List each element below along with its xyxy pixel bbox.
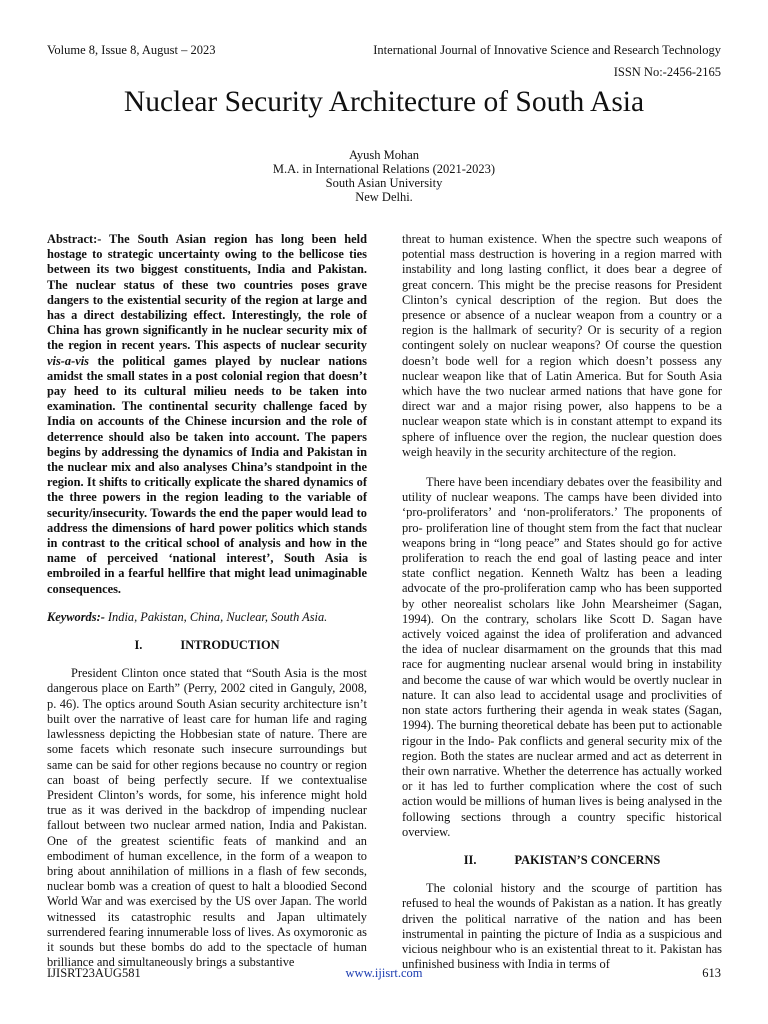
author-name: Ayush Mohan [348,148,420,162]
section-title: INTRODUCTION [180,638,280,653]
left-column [47,232,367,970]
intro-paragraph: President Clinton once stated that “South Asia is the most dangerous place on Earth” (Perry, 2002 cited in Ganguly, 2008, p. 46). The optics around South Asian security architecture isn’t built over the narrative of least care for human life and raging lawlessness depicting the Hobbesian state of nature. There are some facets which resonate such insecure surroundings but same can be said for other regions because no country or region can boast of being perfectly secure. If we contextualise President Clinton’s words, for some, his inference might hold true as it was derived in the backdrop of impending nuclear fallout between two nuclear armed nation, India and Pakistan. One of the greatest scientific feats of mankind and an embodiment of human excellence, in the form of a weapon to bring about annihilation of millions in a flash of few seconds, nuclear bomb was a creation of quest to halt a bloodied Second World War and was exercised by the US over Japan. The world witnessed its catastrophic results and Japan ultimately surrendered fearing innumerable loss of lives. As oxymoronic as it sounds but these bombs do add to the spectacle of human brilliance and simultaneously brings a substantive [47,666,367,970]
keywords-text: India, Pakistan, China, Nuclear, South Asia. [104,609,328,624]
debate-paragraph: There have been incendiary debates over the feasibility and utility of nuclear weapons. The camps have been divided into ‘pro-proliferators’ and ‘non-proliferators.’ The proponents of pro- proliferation line of thought stem from the fact that nuclear weapons bring in “long peace” and States should go for active proliferation to reach the end goal of lasting peace and inter state conflict negation. Kenneth Waltz has been a leading advocate of the pro-proliferation camp who has been supported by other neorealist scholars like John Mearsheimer (Sagan, 1994). On the contrary, scholars like Scott D. Sagan have actively voiced against the idea of proliferation and advanced the idea of nuclear disarmament on the grounds that this mad race for augmenting nuclear arsenal would bring in instability and become the cause of war which would be overtly nuclear in nature. It can also lead to accidental usage and proclivities of non state actors furthering their agenda in weak states (Sagan, 1994). The burning theoretical debate has been put to actionable rigour in the Indo- Pak conflicts and general security mix of the region. Both the states are nuclear armed and act as deterrent in their own narrative. Whether the deterrence has actually worked or it has led to further complication where the cost of such action would be millions of human lives is being analysed in the following sections through a country specific historical overview. [402,475,722,839]
author-block [0,148,768,204]
keywords-label: Keywords:- [47,609,105,624]
author-city: New Delhi. [355,190,413,204]
keywords [47,610,367,625]
section-heading-introduction [47,638,367,653]
journal-url [0,966,768,981]
abstract-italic: vis-a-vis [47,353,89,368]
section-number: II. [463,852,477,867]
page-number: 613 [702,966,721,980]
author-university: South Asian University [325,176,443,190]
abstract-text-1: Abstract:- The South Asian region has long been held hostage to strategic uncertainty owing to the bellicose ties between its two biggest constituents, India and Pakistan. The nuclear status of these two countries poses grave dangers to the existential security of the region at large and has a direct destabilizing effect. Interestingly, the role of China has grown significantly in he nuclear security mix of the region in recent years. This aspects of nuclear security [47,232,367,353]
intro-paragraph-continued: threat to human existence. When the spectre such weapons of potential mass destruction is hovering in a region marred with instability and long lasting conflict, it does bear a degree of great concern. This might be the precise reasons for President Clinton’s cynical description of the region. But does the presence or absence of a nuclear weapon from a country or a region is the hallmark of security? Or is security of a region contingent solely on nuclear weapons? Of course the question doesn’t bode well for a region which doesn’t possess any nuclear weapon like that of Latin America. But for South Asia which have the two nuclear armed nations that have gone for direct war and a major rising power, also happens to be a nuclear weapon state which is in constant attempt to expand its sphere of influence over the region, the nuclear question does weigh heavily in the security architecture of the region. [402,232,722,459]
section-heading-pakistan [402,853,722,868]
author-degree: M.A. in International Relations (2021-2023) [272,162,496,176]
abstract [47,232,367,597]
paper-title: Nuclear Security Architecture of South Asia [123,86,645,118]
section-number: I. [134,638,143,653]
section-title: PAKISTAN’S CONCERNS [514,852,661,867]
pakistan-paragraph: The colonial history and the scourge of partition has refused to heal the wounds of Pakistan as a nation. It has greatly driven the political narrative of the nation and has been instrumental in painting the picture of India as a suspicious and vicious neighbour who is an existential threat to it. Pakistan has unfinished business with India in terms of [402,881,722,972]
right-column [402,232,722,972]
abstract-text-2: the political games played by nuclear nations amidst the small states in a post colonial region that doesn’t pay heed to its cultural milieu needs to be taken into examination. The continental security challenge faced by India on accounts of the Chinese incursion and the role of deterrence should also be taken into account. The papers begins by addressing the dynamics of India and Pakistan in the nuclear mix and also analyses China’s standpoint in the region. It shifts to critically explicate the shared dynamics of the three powers in the region leading to the variable of security/insecurity. Towards the end the paper would lead to address the dimensions of hard power politics which stands in contrast to the critical school of analysis and how in the name of perceived ‘national interest’, South Asia is embroiled in a fearful hellfire that might lead unimaginable consequences. [47,353,367,596]
journal-volume: Volume 8, Issue 8, August – 2023 [47,43,216,57]
issn: ISSN No:-2456-2165 [613,65,721,79]
journal-name: International Journal of Innovative Science and Research Technology [373,43,721,57]
article-code: IJISRT23AUG581 [47,966,141,980]
journal-link[interactable]: www.ijisrt.com [345,966,423,980]
